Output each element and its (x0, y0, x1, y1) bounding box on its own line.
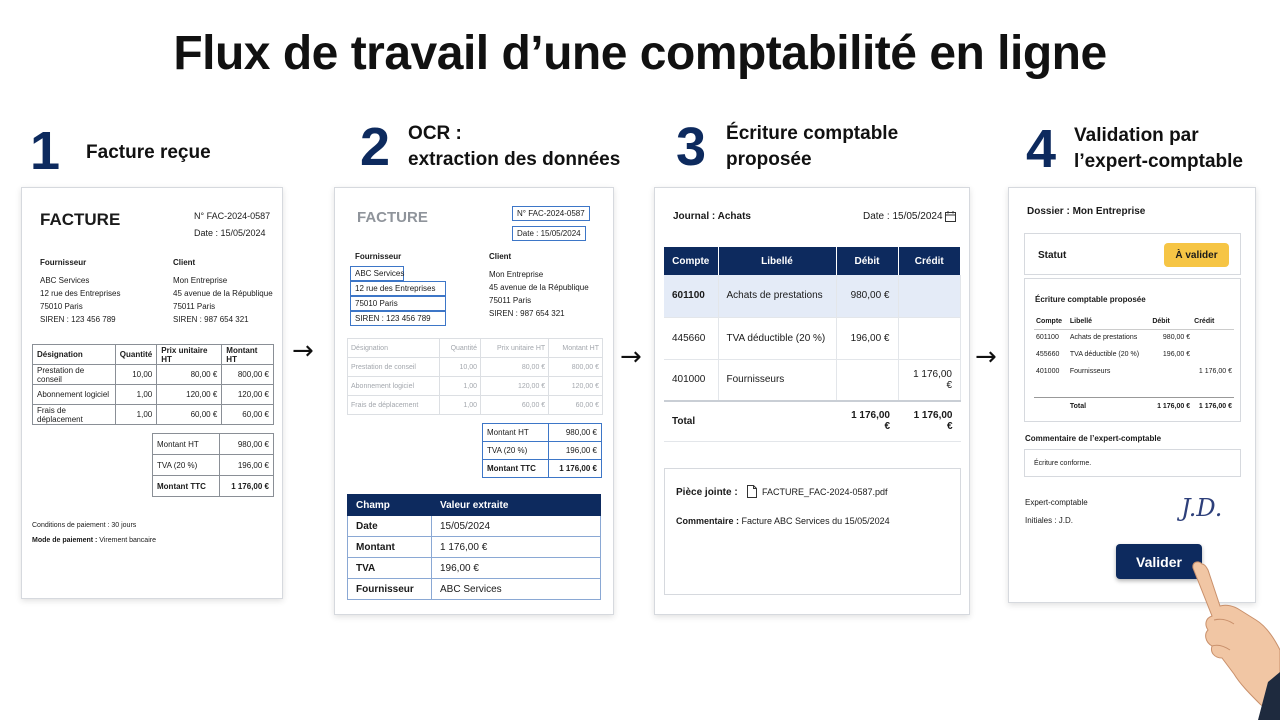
calendar-icon[interactable] (945, 211, 956, 222)
table-cell: 601100 (1036, 334, 1059, 342)
total-credit: 1 176,00 € (898, 401, 961, 441)
table-row (348, 579, 601, 600)
status-badge: À valider (1164, 243, 1229, 267)
entry-comment (676, 516, 890, 526)
invoice-number: N° FAC-2024-0587 (194, 211, 271, 221)
pointing-hand-icon (1188, 554, 1280, 720)
step-2-header (360, 117, 621, 177)
table-cell: 60,00 € (157, 405, 222, 425)
table-cell: Montant HT (153, 434, 220, 455)
address-line: Mon Entreprise (173, 276, 228, 285)
step-4-header (1026, 119, 1243, 179)
table-cell: Achats de prestations (1069, 334, 1138, 342)
column-header: Prix unitaire HT (481, 339, 549, 358)
table-cell: 196,00 € (548, 442, 601, 460)
table-cell: Fournisseurs (718, 359, 836, 401)
step-number: 1 (30, 121, 61, 181)
step-label (408, 121, 620, 172)
table-row (483, 442, 602, 460)
table-cell: Frais de déplacement (348, 396, 440, 415)
client-address (173, 274, 273, 326)
client-label: Client (489, 252, 512, 261)
entry-date: Date : 15/05/2024 (863, 211, 943, 222)
ocr-supplier-siren: SIREN : 123 456 789 (350, 311, 446, 326)
step-label-line: Écriture comptable (726, 123, 899, 145)
comment-title: Commentaire de l’expert-comptable (1025, 434, 1162, 443)
table-row (33, 405, 274, 425)
ocr-items-table (347, 338, 603, 415)
step-label (726, 121, 898, 172)
address-line: SIREN : 123 456 789 (40, 315, 116, 324)
table-row (483, 460, 602, 478)
table-cell: Montant TTC (483, 460, 549, 478)
page-title: Flux de travail d’une comptabilité en ligne (173, 27, 1107, 80)
address-line: 75011 Paris (489, 296, 532, 305)
table-cell: 80,00 € (157, 365, 222, 385)
table-cell: TVA (20 %) (483, 442, 549, 460)
ocr-totals-table (482, 423, 602, 478)
table-cell: Achats de prestations (718, 275, 836, 317)
ocr-card (334, 187, 614, 615)
table-row (1034, 346, 1234, 363)
invoice-heading: FACTURE (357, 209, 428, 226)
table-cell: 800,00 € (222, 365, 274, 385)
extracted-data-table (347, 494, 601, 600)
step-1-header (30, 121, 211, 181)
table-cell: TVA déductible (20 %) (1069, 351, 1140, 358)
address-line: SIREN : 987 654 321 (489, 309, 565, 318)
column-header: Désignation (33, 345, 116, 365)
table-cell: Montant (348, 537, 432, 558)
table-cell: Abonnement logiciel (348, 377, 440, 396)
attachment-label: Pièce jointe : (676, 487, 738, 498)
column-header: Compte (664, 247, 718, 275)
step-number: 3 (676, 117, 707, 177)
table-cell: 1 176,00 € (898, 359, 961, 401)
table-cell: ABC Services (432, 579, 601, 600)
payment-mode-value: Virement bancaire (99, 537, 156, 544)
table-cell: 10,00 (115, 365, 156, 385)
table-row (1034, 329, 1234, 346)
arrow-right-icon: → (620, 342, 642, 372)
total-debit: 1 176,00 € (1150, 397, 1192, 416)
table-cell: 60,00 € (481, 396, 549, 415)
column-header: Prix unitaire HT (157, 345, 222, 365)
address-line: 45 avenue de la République (489, 283, 589, 292)
table-cell: 196,00 € (219, 455, 273, 476)
journal-label: Journal : Achats (673, 211, 751, 222)
ocr-supplier-city: 75010 Paris (350, 296, 446, 311)
validation-card (1008, 187, 1256, 603)
column-header: Quantité (115, 345, 156, 365)
table-row (348, 558, 601, 579)
table-cell: 10,00 (439, 358, 480, 377)
table-cell: 196,00 € (1162, 351, 1191, 358)
address-line: ABC Services (40, 276, 90, 285)
table-cell: 196,00 € (836, 317, 898, 359)
validate-button[interactable]: Valider (1116, 544, 1202, 579)
table-row (348, 377, 603, 396)
column-header: Montant HT (549, 339, 603, 358)
address-line: SIREN : 987 654 321 (173, 315, 249, 324)
column-header: Débit (1150, 315, 1192, 329)
table-cell: 1 176,00 € (548, 460, 601, 478)
arrow-right-icon: → (975, 342, 997, 372)
table-cell: TVA (348, 558, 432, 579)
column-header: Montant HT (222, 345, 274, 365)
table-cell: 1 176,00 € (219, 476, 273, 497)
step-label-line: Validation par (1074, 125, 1199, 147)
table-row (153, 476, 274, 497)
file-icon (747, 485, 757, 498)
table-cell: Montant HT (483, 424, 549, 442)
table-row (664, 359, 961, 401)
table-cell: 1,00 (115, 385, 156, 405)
table-header-row (348, 339, 603, 358)
column-header: Compte (1034, 315, 1068, 329)
ocr-invoice-number: N° FAC-2024-0587 (512, 206, 590, 221)
entry-card (654, 187, 970, 615)
comment-text: Écriture conforme. (1034, 460, 1092, 467)
ocr-supplier-name: ABC Services (350, 266, 404, 281)
empty-cell (1034, 397, 1068, 416)
table-cell: Montant TTC (153, 476, 220, 497)
invoice-card (21, 187, 283, 599)
table-row (1034, 363, 1234, 380)
table-cell: TVA déductible (20 %) (718, 317, 836, 359)
invoice-heading: FACTURE (40, 210, 121, 229)
column-header: Libellé (1068, 315, 1150, 329)
attachment-file-link[interactable]: FACTURE_FAC-2024-0587.pdf (762, 487, 888, 497)
table-cell: 1,00 (439, 377, 480, 396)
table-cell: Fournisseurs (1069, 368, 1111, 375)
column-header: Quantité (439, 339, 480, 358)
table-total-row (664, 401, 961, 441)
table-header-row (664, 247, 961, 275)
step-label (1074, 123, 1243, 174)
step-number: 4 (1026, 119, 1057, 179)
column-header: Crédit (1192, 315, 1234, 329)
table-row (664, 275, 961, 317)
status-label: Statut (1038, 250, 1067, 261)
entry-details-panel (664, 468, 961, 595)
address-line: 45 avenue de la République (173, 289, 273, 298)
table-cell (836, 359, 898, 401)
dossier-label: Dossier : Mon Entreprise (1027, 206, 1146, 217)
table-cell: 445660 (664, 317, 718, 359)
table-cell (1192, 346, 1234, 363)
column-header: Crédit (898, 247, 961, 275)
table-cell: 455660 (1036, 351, 1060, 358)
address-line: 75011 Paris (173, 302, 216, 311)
table-cell: 980,00 € (548, 424, 601, 442)
column-header: Débit (836, 247, 898, 275)
table-cell: 980,00 € (836, 275, 898, 317)
arrow-right-icon: → (292, 336, 314, 366)
table-cell: Prestation de conseil (348, 358, 440, 377)
total-label: Total (1068, 397, 1150, 416)
table-cell: Frais de déplacement (33, 405, 116, 425)
table-cell: 1,00 (439, 396, 480, 415)
table-cell: 80,00 € (481, 358, 549, 377)
table-row (1034, 380, 1234, 397)
expert-label: Expert-comptable (1025, 498, 1088, 507)
invoice-date: Date : 15/05/2024 (194, 228, 266, 238)
invoice-items-table (32, 344, 274, 425)
supplier-label: Fournisseur (40, 258, 87, 267)
journal-entry-table (664, 247, 961, 442)
table-header-row (348, 495, 601, 516)
step-label-line: l’expert-comptable (1074, 151, 1243, 172)
step-label-line: OCR : (408, 123, 462, 145)
table-header-row (1034, 315, 1234, 329)
address-line: Mon Entreprise (489, 270, 544, 279)
comment-label: Commentaire : (676, 516, 740, 526)
column-header: Champ (348, 495, 432, 516)
supplier-label: Fournisseur (355, 252, 402, 261)
table-cell: 800,00 € (549, 358, 603, 377)
column-header: Valeur extraite (432, 495, 601, 516)
table-cell: TVA (20 %) (153, 455, 220, 476)
table-row (33, 385, 274, 405)
table-cell: 401000 (1036, 368, 1060, 375)
table-row (348, 516, 601, 537)
step-number: 2 (360, 117, 391, 177)
table-cell: 120,00 € (157, 385, 222, 405)
table-header-row (33, 345, 274, 365)
table-cell (1192, 329, 1234, 346)
signature: J.D. (1181, 494, 1223, 522)
table-cell: 120,00 € (549, 377, 603, 396)
table-cell (898, 275, 961, 317)
step-3-header (676, 117, 899, 177)
table-row (664, 317, 961, 359)
address-line: 12 rue des Entreprises (40, 289, 121, 298)
address-line: 75010 Paris (40, 302, 83, 311)
table-total-row (1034, 397, 1234, 416)
table-cell: 60,00 € (549, 396, 603, 415)
step-label-line: proposée (726, 149, 812, 170)
table-cell: 601100 (664, 275, 718, 317)
ocr-supplier-street: 12 rue des Entreprises (350, 281, 446, 296)
invoice-totals-table (152, 433, 274, 497)
client-address (489, 268, 589, 320)
table-cell (1150, 363, 1192, 380)
table-cell: 980,00 € (1162, 334, 1191, 342)
total-debit: 1 176,00 € (836, 401, 898, 441)
table-row (348, 537, 601, 558)
table-row (33, 365, 274, 385)
table-cell: 1 176,00 € (1198, 368, 1232, 375)
supplier-address (40, 274, 121, 326)
comment-field[interactable] (1024, 449, 1241, 477)
payment-mode (32, 533, 156, 548)
table-cell: 196,00 € (432, 558, 601, 579)
ocr-invoice-date: Date : 15/05/2024 (512, 226, 586, 241)
table-row (483, 424, 602, 442)
entry-title: Écriture comptable proposée (1035, 295, 1146, 304)
validation-entry-table (1034, 315, 1234, 416)
table-row (348, 358, 603, 377)
table-cell: 60,00 € (222, 405, 274, 425)
table-cell: Date (348, 516, 432, 537)
step-label: Facture reçue (86, 142, 211, 164)
table-cell: 401000 (664, 359, 718, 401)
table-cell: Fournisseur (348, 579, 432, 600)
table-cell: 15/05/2024 (432, 516, 601, 537)
total-label: Total (664, 401, 836, 441)
step-label-line: extraction des données (408, 149, 621, 170)
table-row (153, 434, 274, 455)
table-cell: 120,00 € (481, 377, 549, 396)
table-cell: 120,00 € (222, 385, 274, 405)
initials-label: Initiales : J.D. (1025, 516, 1074, 525)
table-cell (898, 317, 961, 359)
table-row (153, 455, 274, 476)
payment-terms: Conditions de paiement : 30 jours (32, 522, 137, 529)
comment-value: Facture ABC Services du 15/05/2024 (741, 516, 890, 526)
table-cell: Abonnement logiciel (33, 385, 116, 405)
status-panel (1024, 233, 1241, 275)
spacer-cell (1034, 380, 1234, 397)
column-header: Libellé (718, 247, 836, 275)
table-cell: Prestation de conseil (33, 365, 116, 385)
table-row (348, 396, 603, 415)
column-header: Désignation (348, 339, 440, 358)
total-credit: 1 176,00 € (1192, 397, 1234, 416)
payment-info (32, 518, 156, 548)
table-cell: 980,00 € (219, 434, 273, 455)
proposed-entry-panel (1024, 278, 1241, 422)
table-cell: 1,00 (115, 405, 156, 425)
client-label: Client (173, 258, 196, 267)
table-cell: 1 176,00 € (432, 537, 601, 558)
payment-mode-label: Mode de paiement : (32, 537, 98, 544)
